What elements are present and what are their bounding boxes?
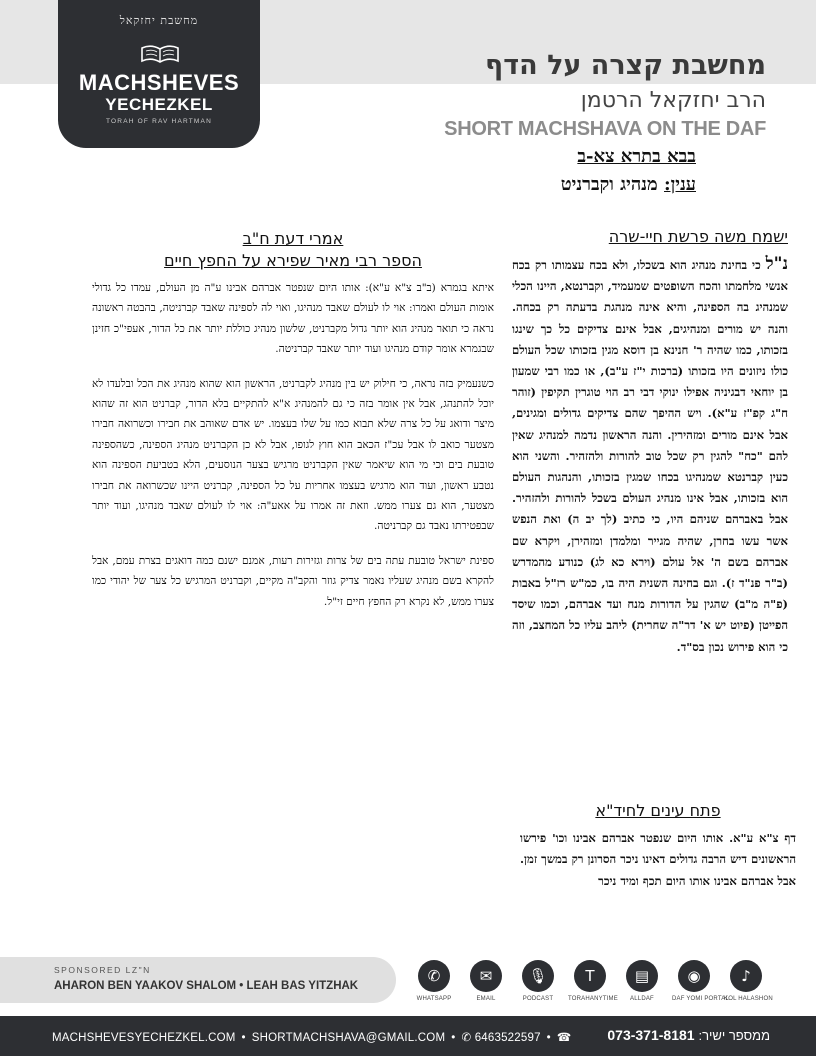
email-icon: ✉ <box>470 960 502 992</box>
daf-yomi-portal-label: DAF YOMI PORTAL <box>672 996 730 1002</box>
alldaf-icon: ▤ <box>626 960 658 992</box>
torahanytime-icon: T <box>574 960 606 992</box>
email-address-link[interactable]: SHORTMACHSHAVA@GMAIL.COM <box>251 1032 446 1044</box>
sponsor-names: AHARON BEN YAAKOV SHALOM • LEAH BAS YITZHAK <box>54 980 359 992</box>
inyan-value: מנהיג וקברניט <box>560 174 658 195</box>
right-column <box>512 226 788 658</box>
masechet-daf: בבא בתרא צא-ב <box>577 146 696 167</box>
pesach-einayim-heading: פתח עינים לחיד"א <box>595 801 721 820</box>
pesach-einayim-section <box>520 800 796 892</box>
daf-yomi-portal-icon: ◉ <box>678 960 710 992</box>
pesach-einayim-text: דף צ"א ע"א. אותו היום שנפטר אברהם אבינו וכו' פירשו הראשונים דיש הרבה גדולים דאינו ניכר הסרונן רק במשך זמן. אבל אברהם אבינו אותו היום תכף ומיד ניכר <box>520 831 796 888</box>
kol-halashon-link[interactable] <box>724 960 773 1002</box>
separator-dot: • <box>546 1032 551 1044</box>
paragraph-3: ספינת ישראל טובעת עתה בים של צרות וגזירות רעות, אמנם ישנם כמה דואגים בצרת עמם, אבל להקרא בשם מנהיג שעליו נאמר צדיק גוזר והקב"ה מקיים, וקברניט המרגיש כל צער של יהודי כמו צערו ממש, לא נקרא רק החפץ חיים זי"ל. <box>92 554 494 608</box>
right-column-heading: ישמח משה פרשת חיי-שרה <box>608 227 788 246</box>
phone-icon: ☎ <box>556 1032 572 1044</box>
paragraph-2: כשנעמיק בזה נראה, כי חילוק יש בין מנהיג לקברניט, הראשון הוא שהוא מנהיג את הכל ובלעדו לא יוכל להתנהג, אבל אין אומר בזה כי גם להמנהיג א"א להתקיים בלא הדור, קברניט הוא זה שהוא מיצר ודואג על כל צרה שלא תבוא כמו על שלו בעצמו. יש אדם שאוהב את חבירו וכשרואה חבירו מצטער כואב לו אבל עכ"ז הכאב הוא חוץ לגופו, אבל לא כן הקברניט מנהיג הספינה, כשהספינה טובעת בים וכי מי הוא שיאמר שאין הקברניט מרגיש בצער הנוסעים, הלא בטביעת הספינה הוא נטבע ראשון, ועוד הוא מרגיש בעצמו אחריות על כל הספינה, קברניט היינו שכשרואה את חבירו מצטער, הוא גם צערו ממש. וזאת זה אמרו על אאע"ה: אוי לו לעולם שאבד מנהיגו, ועוד יותר שבפטירתו נאבד גם קברניטה. <box>92 377 494 533</box>
platform-icons <box>412 960 778 1006</box>
left-column <box>92 228 494 612</box>
logo-line2: YECHEZKEL <box>105 95 213 114</box>
email-link[interactable] <box>464 960 508 1002</box>
right-column-body: כי בחינת מנהיג הוא בשכלו, ולא בכח עצמותו רק בכח אנשי מלחמתו והכח השופטים שמעמיד, וקברנטא, היינו הכלי שמנהיג בה הספינה, והיא אינה מנהגת בדעתה רק בכחה. והנה יש מורים ומנהיגים, אבל אינם צדיקים כל כך שינגו בזכותו, כמו שהיה ר' חנינא בן דוסא מגין בזכותו שכל העולם כולו ניזונים היו בזכותו (ברכות י"ז ע"ב), או כמו רבי שמעון בן יוחאי דבגיניה אפילו ינוקי דבי רב הוי טוגרין תקיפין (זוהר ח"ג קפ"ז ע"א). ויש ההיפך שהם צדיקים גדולים ומגינים, אבל אינם מורים ומזהירין. והנה הראשון נדמה למנהיג שאין להם "כח" להגין רק שכל טוב להורות ולהזהיר. והשני הוא כעין קברנטא שמנהיגו בכחו שמגין בזכותו, והנהגות העולם הוא בזכותו, אבל אינו מנהיג העולם בשכל להורות ולהזהיר. אבל באברהם שניהם היו, כי כתיב (לך יב ה) ואת הנפש אשר עשו בחרן, שהיה מגייר ומלמדן ומזהירן, ויקרא שם אברהם בשם ה' אל עולם (וירא כא לג) כנודע מהמדרש (ב"ר פנ"ד ז). וגם בחינה השנית היה בו, כמ"ש רז"ל באבות (פ"ה מ"ב) שהגין על הדורות מנח ועד אברהם, וכמו שיסד הפייטן (פיוט יש א' דר"ה שחרית) ליהב עליו כל המחצב, וזה כי הוא פירוש נכון בס"ד. <box>512 258 788 654</box>
left-column-heading: אמרי דעת ח"ב <box>242 229 344 248</box>
torahanytime-link[interactable] <box>568 960 618 1002</box>
open-book-icon <box>140 42 180 64</box>
israel-phone[interactable] <box>607 1027 770 1043</box>
logo-line1: MACHSHEVES <box>78 70 240 95</box>
contact-bar <box>0 1016 816 1056</box>
website-link[interactable]: MACHSHEVESYECHEZKEL.COM <box>52 1032 236 1044</box>
sponsored-label: SPONSORED LZ"N <box>54 965 151 975</box>
left-column-text <box>92 278 494 612</box>
torahanytime-label: TORAHANYTIME <box>568 996 618 1002</box>
logo-tagline: TORAH OF RAV HARTMAN <box>106 118 212 125</box>
us-phone-number[interactable]: 6463522597 <box>474 1032 541 1044</box>
whatsapp-icon: ✆ <box>418 960 450 992</box>
author-name: הרב יחזקאל הרטמן <box>580 88 766 113</box>
inyan-label: ענין: <box>664 174 696 195</box>
kol-halashon-label: KOL HALASHON <box>724 996 773 1002</box>
podcast-icon: 🎙 <box>522 960 554 992</box>
israel-phone-label: ממספר ישיר: <box>698 1028 770 1043</box>
whatsapp-link[interactable] <box>412 960 456 1002</box>
daf-yomi-portal-link[interactable] <box>672 960 730 1002</box>
logo-hebrew: מחשבת יחזקאל <box>119 14 199 27</box>
contact-line <box>52 1030 571 1044</box>
right-column-text <box>512 254 788 658</box>
whatsapp-label: WHATSAPP <box>416 996 452 1002</box>
email-label: EMAIL <box>476 996 496 1002</box>
inyan-line <box>561 174 696 195</box>
paragraph-1: איתא בגמרא (ב"ב צ"א ע"א): אותו היום שנפטר אברהם אבינו ע"ה מן העולם, עמדו כל גדולי אומות העולם ואמרו: אוי לו לעולם שאבד מנהיגו, ואוי לה לספינה שאבד קברניטה, בהבטה ראשונה נראה כי תואר מנהיג הוא יותר גדול מקברניט, שלשון מנהיג כוללת יותר את כל הדור, אעפי"כ חזינן שבגמרא אומר קודם מנהיגו ועוד יותר שאבד קברניטה. <box>92 282 494 356</box>
separator-dot: • <box>451 1032 456 1044</box>
israel-phone-number: 073-371-8181 <box>607 1027 695 1043</box>
logo[interactable] <box>58 0 260 148</box>
separator-dot: • <box>241 1032 246 1044</box>
alldaf-label: ALLDAF <box>630 996 654 1002</box>
page-title-english: SHORT MACHSHAVA ON THE DAF <box>444 118 766 140</box>
alldaf-link[interactable] <box>620 960 664 1002</box>
kol-halashon-icon: ♪ <box>730 960 762 992</box>
lead-abbreviation: נ"ל <box>765 254 788 274</box>
whatsapp-small-icon: ✆ <box>461 1032 475 1044</box>
page-title-hebrew: מחשבת קצרה על הדף <box>485 50 766 81</box>
podcast-link[interactable] <box>516 960 560 1002</box>
left-column-subheading: הספר רבי מאיר שפירא על החפץ חיים <box>164 251 422 270</box>
podcast-label: PODCAST <box>522 996 554 1002</box>
